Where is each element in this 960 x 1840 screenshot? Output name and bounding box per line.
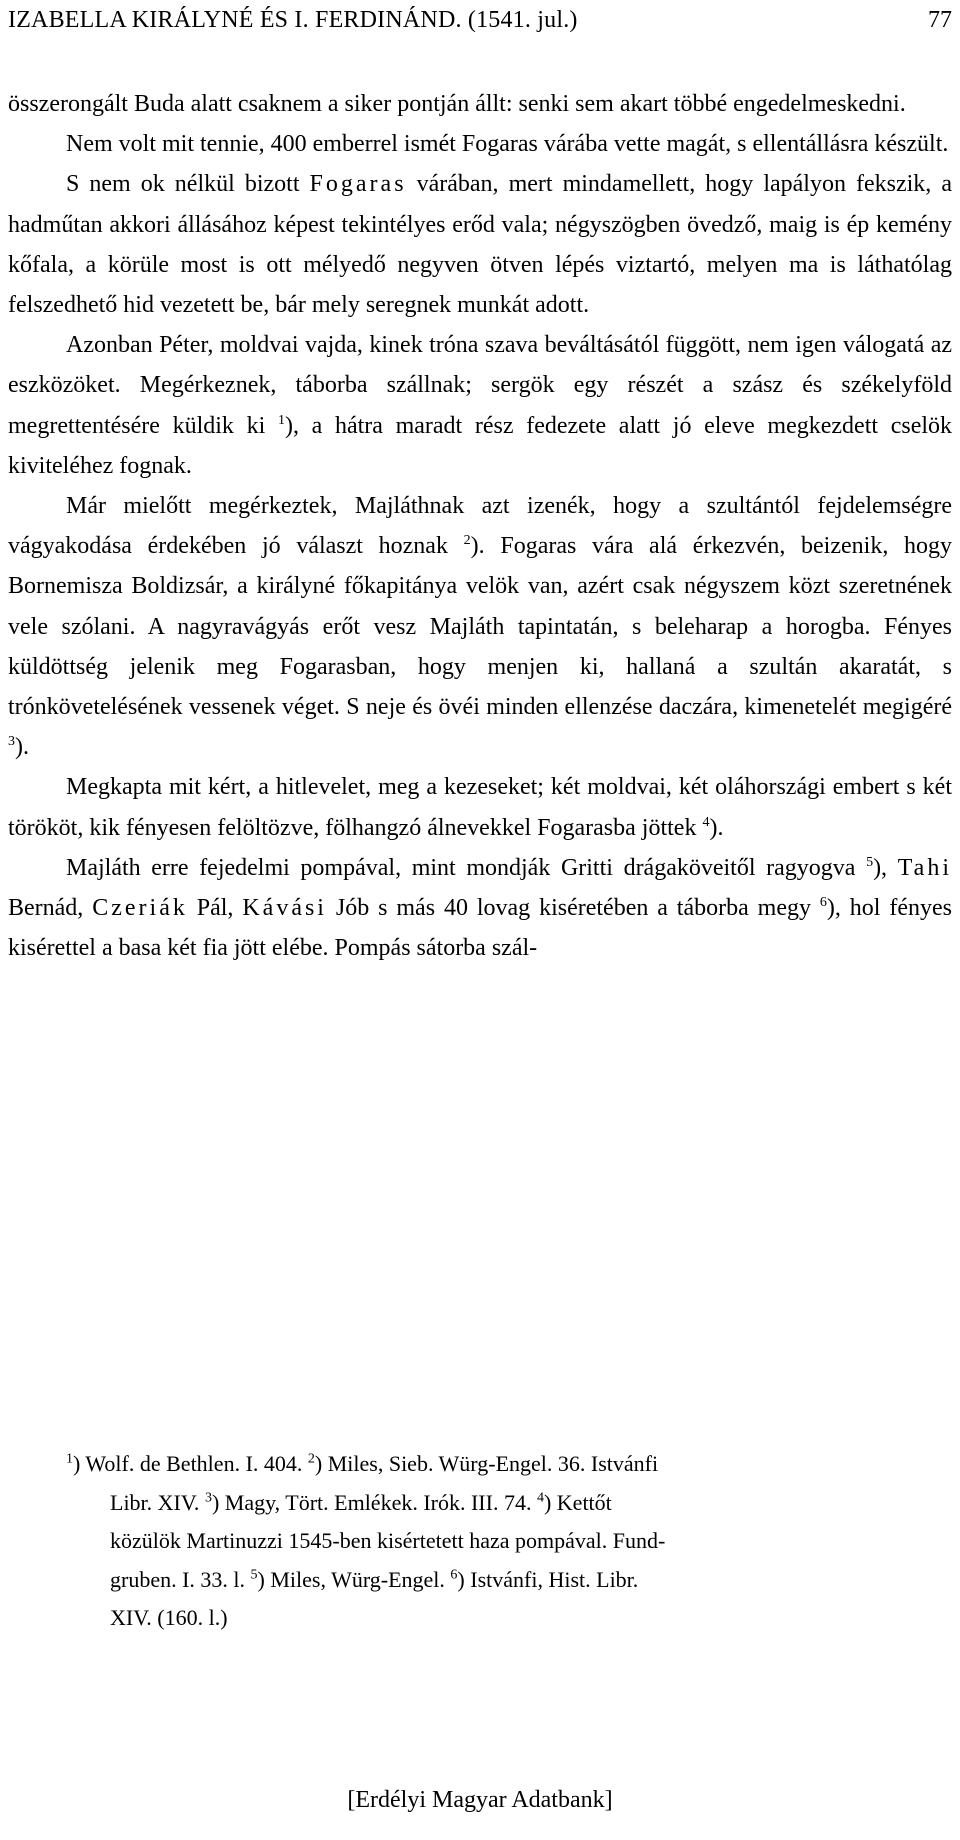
footnote-text: Libr. XIV.	[110, 1489, 200, 1515]
paragraph-5	[8, 486, 952, 767]
spaced-name-czeriak: Czeriák	[92, 895, 188, 922]
footnote-line	[66, 1484, 952, 1523]
running-title: IZABELLA KIRÁLYNÉ ÉS I. FERDINÁND. (1541. jul.)	[8, 7, 578, 33]
footnote-line	[66, 1599, 952, 1638]
footnote-ref-2: 2	[463, 533, 471, 549]
source-footer: [Erdélyi Magyar Adatbank]	[347, 1787, 613, 1813]
text-run: várában, mert mindamellett, hogy lapályon fekszik, a hadműtan akkori állásához képest tekintélyes erőd vala; négyszögben övedző, maig is ép kemény kőfala, a körüle most is ott mélyedő negyven ötven lépés viztartó, melyen ma is láthatólag felszedhető hid vezetett be, bár mely seregnek munkát adott.	[8, 171, 953, 319]
footnote-text: ) Magy, Tört. Emlékek. Irók. III. 74.	[211, 1489, 532, 1515]
footnote-marker: 4	[536, 1490, 544, 1506]
paragraph-3	[8, 164, 952, 325]
footnote-text: közülök Martinuzzi 1545-ben kisértetett haza pompával. Fund-	[110, 1528, 666, 1553]
text-run: S nem ok nélkül bizott	[66, 171, 300, 198]
footnote-text: ) Miles, Würg-Engel.	[257, 1566, 445, 1592]
footnote-marker: 6	[450, 1567, 458, 1583]
text-run: Majláth erre fejedelmi pompával, mint mondják Gritti drágaköveitől ragyogva	[66, 854, 856, 881]
text-run: Azonban Péter, moldvai vajda, kinek tróna szava beváltásától függött, nem igen válogatá az eszközöket. Megérkeznek, táborba szállnak; sergök egy részét a szász és székelyföld megrettentésére küldik ki	[8, 332, 952, 439]
text-run: ).	[15, 734, 29, 761]
text-run: Már mielőtt megérkeztek, Majláthnak azt izenék, hogy a szultántól fejdelemségre vágyakodása érdekében jó választ hoznak	[8, 493, 952, 560]
text-run: Jób s más 40 lovag kiséretében a táborba megy	[335, 895, 811, 922]
footnote-line	[66, 1522, 952, 1561]
footnote-ref-3: 3	[8, 734, 15, 750]
text-run: Bernád,	[8, 895, 84, 922]
text-run: Megkapta mit kért, a hitlevelet, meg a kezeseket; két moldvai, két oláhországi embert s két törököt, kik fényesen felöltözve, fölhangzó álnevekkel Fogarasba jöttek	[8, 774, 952, 841]
footnote-text: ) Kettőt	[543, 1489, 612, 1515]
text-run: ).	[709, 814, 724, 841]
text-run: ). Fogaras vára alá érkezvén, beizenik, hogy Bornemisza Boldizsár, a királyné főkapitánya velök van, azért csak négyszem közt szeretnének vele szólani. A nagyravágyás erőt vesz Majláth tapintatán, s beleharap a horogba. Fényes küldöttség jelenik meg Fogarasban, hogy menjen ki, hallaná a szultán akaratát, s trónkövetelésének vessenek véget. S neje és övéi minden ellenzése daczára, kimenetelét megigéré	[8, 533, 953, 721]
text-run: Nem volt mit tennie, 400 emberrel ismét Fogaras várába vette magát, s ellentállásra készült.	[66, 131, 949, 158]
footnote-text: ) Miles, Sieb. Würg-Engel. 36. Istvánfi	[314, 1451, 659, 1476]
footnote-text: XIV. (160. l.)	[110, 1605, 228, 1630]
paragraph-1	[8, 84, 952, 124]
text-run: összerongált Buda alatt csaknem a siker pontján állt: senki sem akart többé engedelmeskedni.	[8, 91, 906, 117]
body-text	[8, 84, 952, 968]
spaced-name-kavasi: Kávási	[242, 895, 327, 922]
text-run: Pál,	[196, 895, 234, 922]
paragraph-2	[8, 124, 952, 164]
footnote-text: ) Istvánfi, Hist. Libr.	[457, 1566, 639, 1592]
footnote-marker: 5	[250, 1567, 258, 1583]
footnote-line	[66, 1561, 952, 1600]
footnote-marker: 2	[307, 1451, 315, 1467]
text-run: ), hol fényes kisérettel a basa két fia jött elébe. Pompás sátorba szál-	[8, 895, 953, 962]
page-number: 77	[928, 7, 952, 33]
spaced-name-tahi: Tahi	[897, 854, 952, 881]
footnote-ref-4: 4	[702, 814, 710, 830]
footnotes	[66, 1445, 952, 1638]
footnote-text: ) Wolf. de Bethlen. I. 404.	[73, 1451, 303, 1476]
footnote-marker: 3	[204, 1490, 212, 1506]
paragraph-6	[8, 767, 952, 847]
footnote-ref-5: 5	[866, 854, 874, 870]
paragraph-7	[8, 848, 952, 969]
footnote-line	[66, 1445, 952, 1484]
footnote-marker: 1	[66, 1451, 73, 1467]
spaced-name-fogaras: Fogaras	[309, 171, 407, 198]
footnote-ref-1: 1	[277, 412, 285, 428]
footnote-ref-6: 6	[819, 895, 827, 911]
paragraph-4	[8, 325, 952, 486]
footnote-text: gruben. I. 33. l.	[110, 1566, 246, 1592]
text-run: ), a hátra maradt rész fedezete alatt jó eleve megkezdett cselök kiviteléhez fognak.	[8, 412, 953, 479]
text-run: ),	[873, 854, 888, 881]
